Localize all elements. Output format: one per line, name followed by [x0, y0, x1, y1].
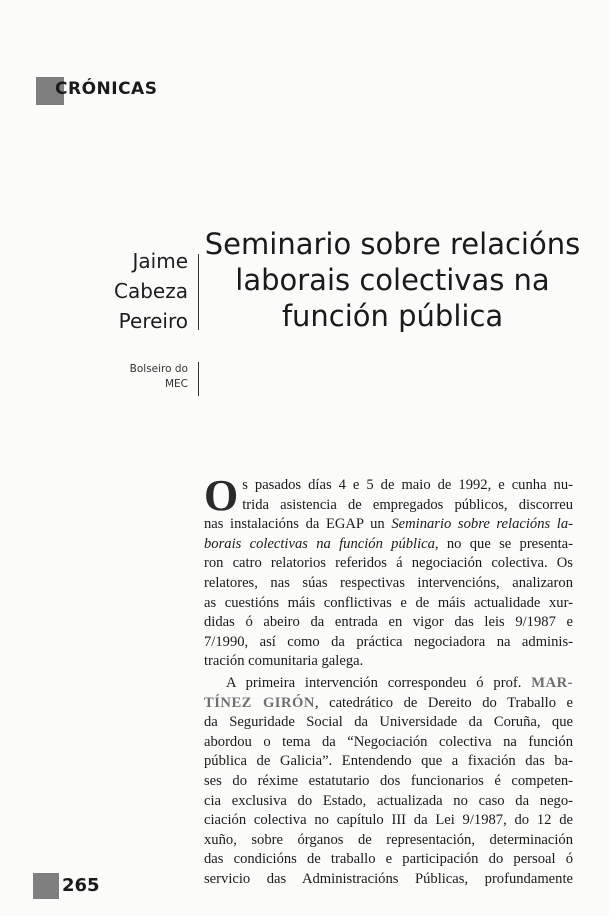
- text-line: ron catro relatorios referidos á negociación colectiva. Os: [204, 555, 573, 572]
- author-affiliation: [130, 362, 188, 392]
- drop-cap: O: [204, 471, 239, 520]
- text-run: nas instalacións da EGAP un: [204, 516, 392, 533]
- article-body: [204, 471, 574, 889]
- text-line: trida asistencia de empregados públicos, discorreu: [242, 496, 573, 513]
- affiliation-divider: [198, 362, 199, 396]
- text-run: , catedrático de Dereito do Traballo e: [314, 694, 574, 711]
- author-name-line: Pereiro: [118, 309, 188, 333]
- section-title: CRÓNICAS: [55, 79, 158, 99]
- text-line: das condicións de traballo e participación do persoal ó: [204, 851, 573, 868]
- person-name: TÍNEZ GIRÓN: [204, 694, 315, 711]
- text-line: as cuestións máis conflictivas e de máis actualidade xur-: [204, 594, 573, 611]
- article-title: [200, 226, 585, 334]
- text-line: didas ó abeiro da entrada en vigor das leis 9/1987 e: [204, 614, 573, 631]
- title-line: función pública: [281, 299, 504, 333]
- text-line: s pasados días 4 e 5 de maio de 1992, e cunha nu-: [242, 477, 573, 493]
- paragraph-2: [204, 674, 573, 890]
- text-line: tración comunitaria galega.: [204, 653, 364, 670]
- author-name-line: Jaime: [132, 249, 188, 273]
- text-line: cia exclusiva do Estado, actualizada no caso da nego-: [204, 792, 573, 809]
- text-line: servicio das Administracións Públicas, profundamente: [204, 870, 573, 887]
- text-line: 7/1990, así como da práctica negociadora na adminis-: [204, 633, 573, 650]
- title-line: Seminario sobre relacións: [204, 227, 581, 261]
- text-line: ses do réxime estatutario dos funcionarios é competen-: [204, 772, 573, 789]
- text-line: [204, 694, 573, 714]
- text-line: [204, 535, 573, 555]
- title-line: laborais colectivas na: [235, 263, 550, 297]
- text-line: relatores, nas súas respectivas intervencións, analizaron: [204, 574, 573, 591]
- author-divider: [198, 254, 199, 330]
- text-line: xuño, sobre órganos de representación, determinación: [204, 831, 573, 848]
- text-line: [204, 515, 573, 535]
- text-run: A primeira intervención correspondeu ó prof.: [226, 674, 532, 691]
- seminar-title-italic: borais colectivas na función pública: [204, 535, 435, 552]
- author-name: [114, 246, 188, 336]
- author-name-line: Cabeza: [114, 279, 188, 303]
- affiliation-line: Bolseiro do: [129, 363, 188, 375]
- seminar-title-italic: Seminario sobre relacións la-: [391, 516, 574, 533]
- text-line: [204, 674, 573, 694]
- text-line: abordou o tema da “Negociación colectiva na función: [204, 733, 573, 750]
- text-line: pública de Galicia”. Entendendo que a fixación das ba-: [204, 753, 573, 770]
- text-line: da Seguridade Social da Universidade da Coruña, que: [204, 714, 573, 731]
- text-run: , no que se presenta-: [434, 535, 573, 552]
- page-number: 265: [62, 875, 100, 896]
- text-line: ciación colectiva no capítulo III da Lei 9/1987, do 12 de: [204, 812, 573, 829]
- page-number-marker: [33, 873, 59, 899]
- paragraph-1: [204, 471, 574, 672]
- affiliation-line: MEC: [164, 378, 188, 390]
- person-name: MAR-: [531, 674, 573, 691]
